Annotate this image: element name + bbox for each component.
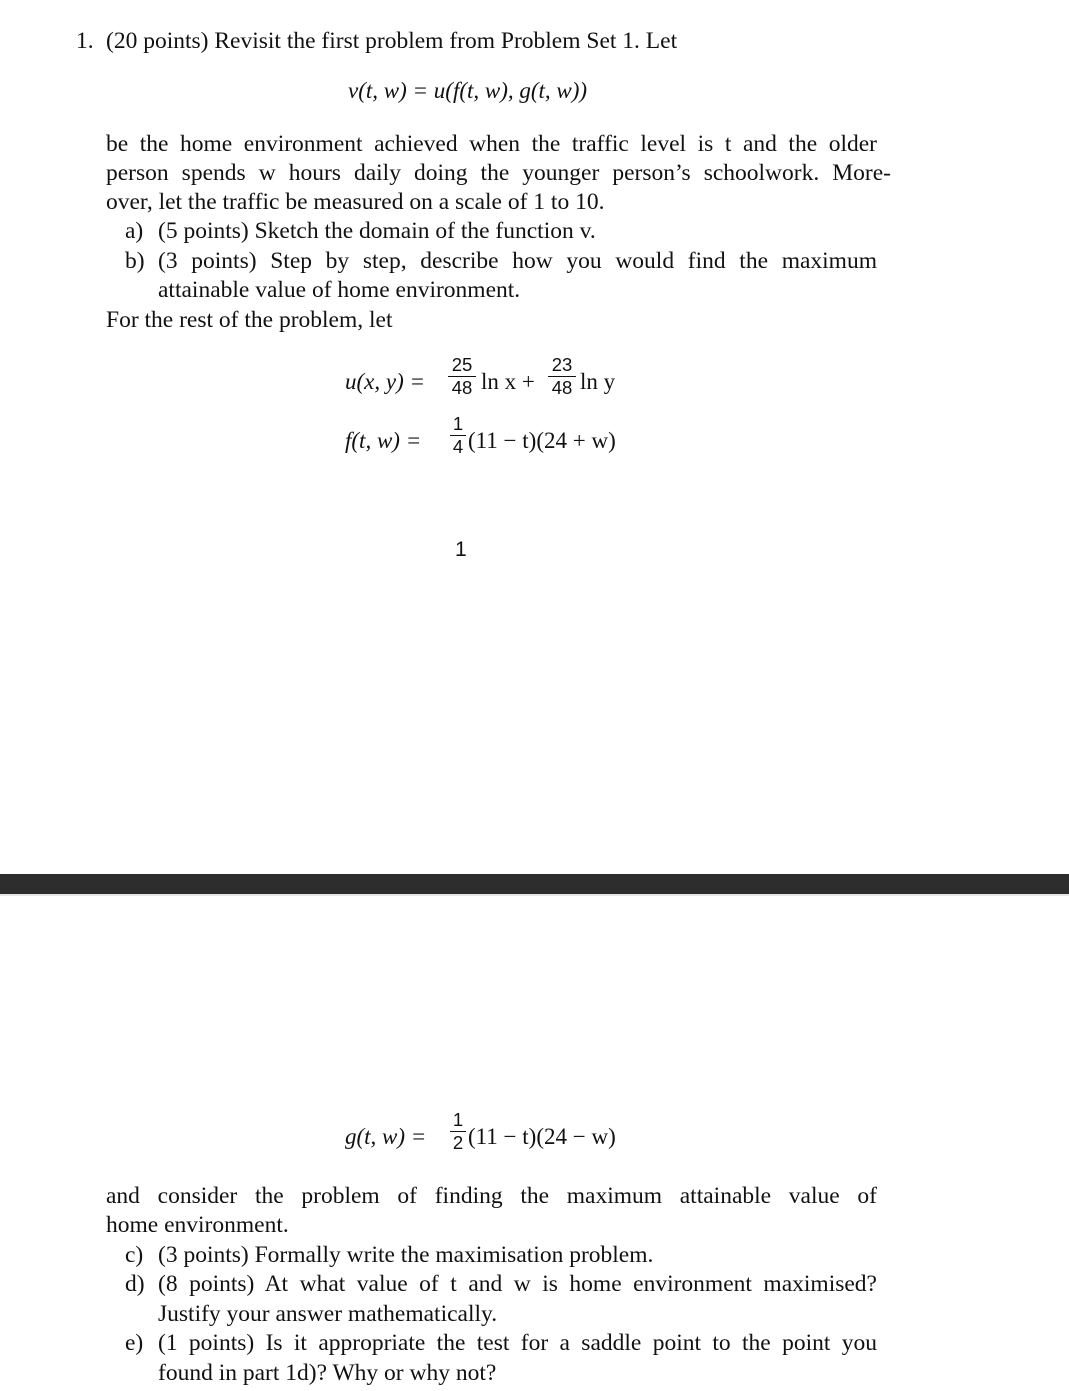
part-d-line-2: Justify your answer mathematically. [158, 1301, 498, 1327]
part-b-label: b) [125, 248, 145, 274]
problem-header: (20 points) Revisit the first problem from Problem Set 1. Let [106, 28, 678, 54]
problem-number: 1. [76, 28, 94, 54]
equation-f-frac-den: 4 [452, 436, 464, 457]
part-a-text: (5 points) Sketch the domain of the function v. [158, 218, 596, 244]
para2-line-1: and consider the problem of finding the maximum attainable value of [106, 1183, 877, 1209]
equation-f-rhs: (11 − t)(24 + w) [468, 428, 616, 453]
equation-f-frac [450, 414, 466, 457]
equation-f-lhs: f(t, w) = [345, 428, 422, 453]
equation-f-frac-num: 1 [452, 413, 464, 434]
part-b-line-2: attainable value of home environment. [158, 277, 521, 303]
part-c-label: c) [125, 1242, 144, 1268]
equation-g-rhs: (11 − t)(24 − w) [468, 1124, 616, 1149]
part-e-line-2: found in part 1d)? Why or why not? [158, 1360, 497, 1386]
para2-line-2: home environment. [106, 1212, 289, 1238]
part-c-text: (3 points) Formally write the maximisation problem. [158, 1242, 654, 1268]
equation-u-end: ln y [580, 369, 616, 394]
equation-u-frac2 [548, 355, 576, 398]
part-d-line-1: (8 points) At what value of t and w is home environment maximised? [158, 1271, 877, 1297]
page-divider [0, 874, 1069, 894]
equation-g-frac-num: 1 [452, 1109, 464, 1130]
equation-u-frac1 [448, 355, 476, 398]
page-number: 1 [455, 538, 467, 561]
equation-v-text: v(t, w) = u(f(t, w), g(t, w)) [348, 78, 588, 103]
equation-g-lhs: g(t, w) = [345, 1124, 427, 1149]
part-b-line-1: (3 points) Step by step, describe how you would find the maximum [158, 248, 877, 274]
part-e-label: e) [125, 1330, 144, 1356]
para1-line-3: over, let the traffic be measured on a scale of 1 to 10. [106, 189, 605, 215]
equation-v [348, 78, 587, 104]
equation-u-frac2-den: 48 [551, 377, 573, 398]
equation-g-frac-den: 2 [452, 1132, 464, 1153]
para1-line-1: be the home environment achieved when the traffic level is t and the older [106, 131, 877, 157]
equation-u-frac1-num: 25 [451, 354, 473, 375]
equation-u-frac2-num: 23 [551, 354, 573, 375]
equation-u-mid: ln x + [481, 369, 535, 394]
equation-g-frac [450, 1110, 466, 1153]
part-a-label: a) [125, 218, 144, 244]
part-d-label: d) [125, 1271, 145, 1297]
part-e-line-1: (1 points) Is it appropriate the test for a saddle point to the point you [158, 1330, 877, 1356]
equation-u-lhs: u(x, y) = [345, 369, 426, 394]
equation-u-frac1-den: 48 [451, 377, 473, 398]
page-divider-edge [0, 894, 1069, 896]
rest-intro: For the rest of the problem, let [106, 307, 393, 333]
para1-line-2: person spends w hours daily doing the younger person’s schoolwork. More- [106, 160, 891, 186]
